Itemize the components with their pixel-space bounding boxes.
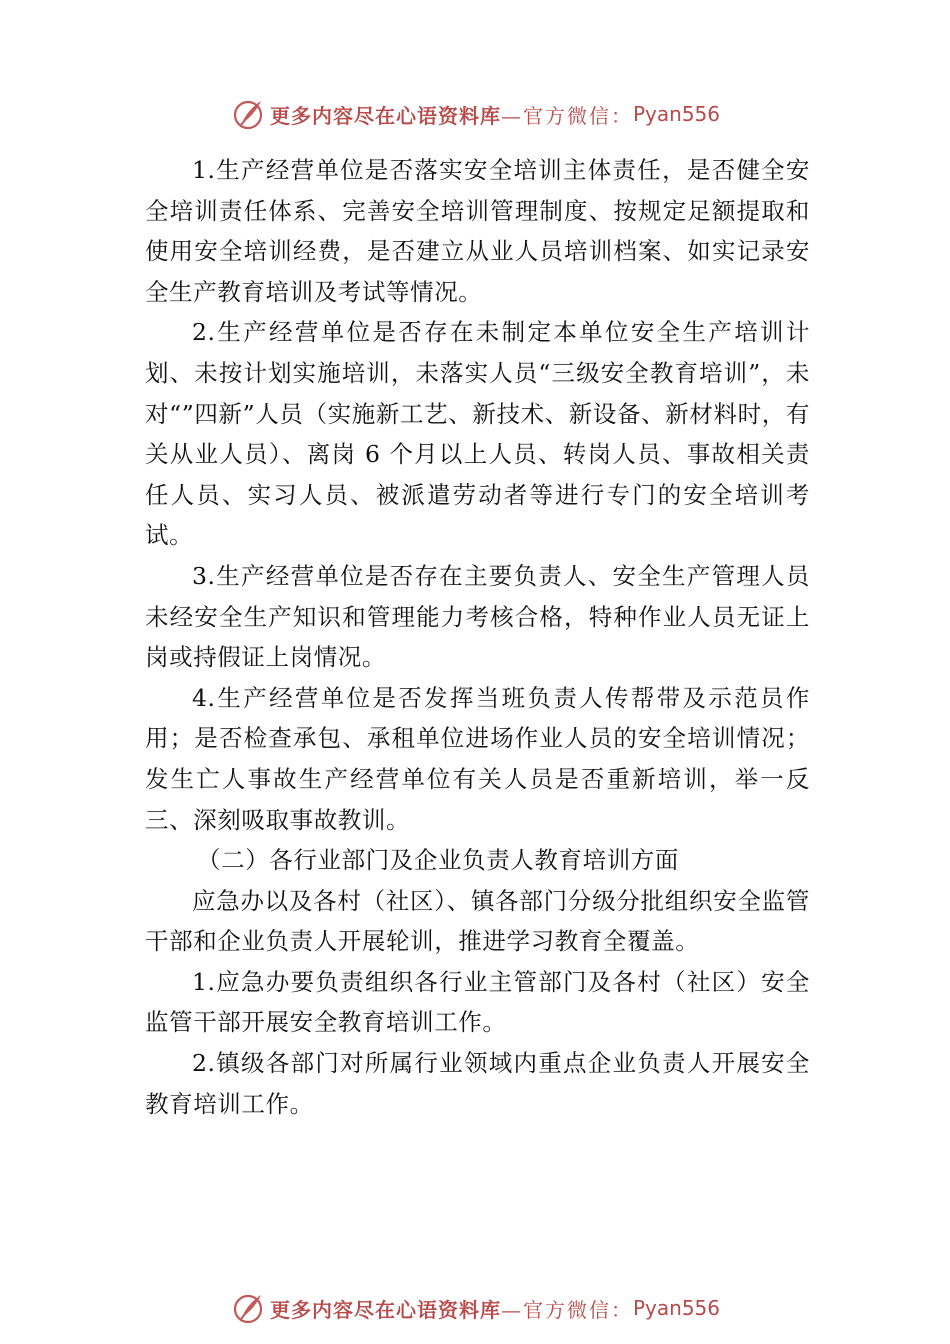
watermark-wechat-id: Pyan556	[632, 1296, 720, 1320]
quill-pen-logo-icon	[230, 1290, 266, 1326]
section-heading: （二）各行业部门及企业负责人教育培训方面	[197, 846, 679, 875]
watermark-separator: —官方微信：	[500, 1297, 633, 1322]
section-paragraph-1: 1.应急办要负责组织各行业主管部门及各村（社区）安全监管干部开展安全教育培训工作。	[145, 967, 810, 1037]
section-paragraph-intro: 应急办以及各村（社区）、镇各部门分级分批组织安全监管干部和企业负责人开展轮训，推进学习教育全覆盖。	[145, 886, 810, 956]
paragraph-3: 3.生产经营单位是否存在主要负责人、安全生产管理人员未经安全生产知识和管理能力考核合格，特种作业人员无证上岗或持假证上岗情况。	[145, 561, 810, 672]
watermark-site-name: 更多内容尽在心语资料库	[269, 103, 501, 128]
watermark-site-name: 更多内容尽在心语资料库	[269, 1297, 501, 1322]
paragraph-1: 1.生产经营单位是否落实安全培训主体责任，是否健全安全培训责任体系、完善安全培训管理制度、按规定足额提取和使用安全培训经费，是否建立从业人员培训档案、如实记录安全生产教育培训及考试等情况。	[145, 156, 810, 306]
document-body	[145, 150, 810, 1124]
header-watermark	[0, 94, 950, 134]
watermark-separator: —官方微信：	[500, 103, 633, 128]
section-paragraph-2: 2.镇级各部门对所属行业领域内重点企业负责人开展安全教育培训工作。	[145, 1049, 810, 1118]
paragraph-4: 4.生产经营单位是否发挥当班负责人传帮带及示范员作用；是否检查承包、承租单位进场作业人员的安全培训情况；发生亡人事故生产经营单位有关人员是否重新培训，举一反三、深刻吸取事故教训。	[145, 683, 810, 834]
paragraph-2: 2.生产经营单位是否存在未制定本单位安全生产培训计划、未按计划实施培训，未落实人员“三级安全教育培训”，未对“”四新”人员（实施新工艺、新技术、新设备、新材料时，有关从业人员）、离岗 6 个月以上人员、转岗人员、事故相关责任人员、实习人员、被派遣劳动者等进行专门的安全培训考试。	[145, 318, 810, 550]
footer-watermark	[0, 1288, 950, 1328]
watermark-wechat-id: Pyan556	[632, 102, 720, 126]
quill-pen-logo-icon	[230, 96, 266, 132]
